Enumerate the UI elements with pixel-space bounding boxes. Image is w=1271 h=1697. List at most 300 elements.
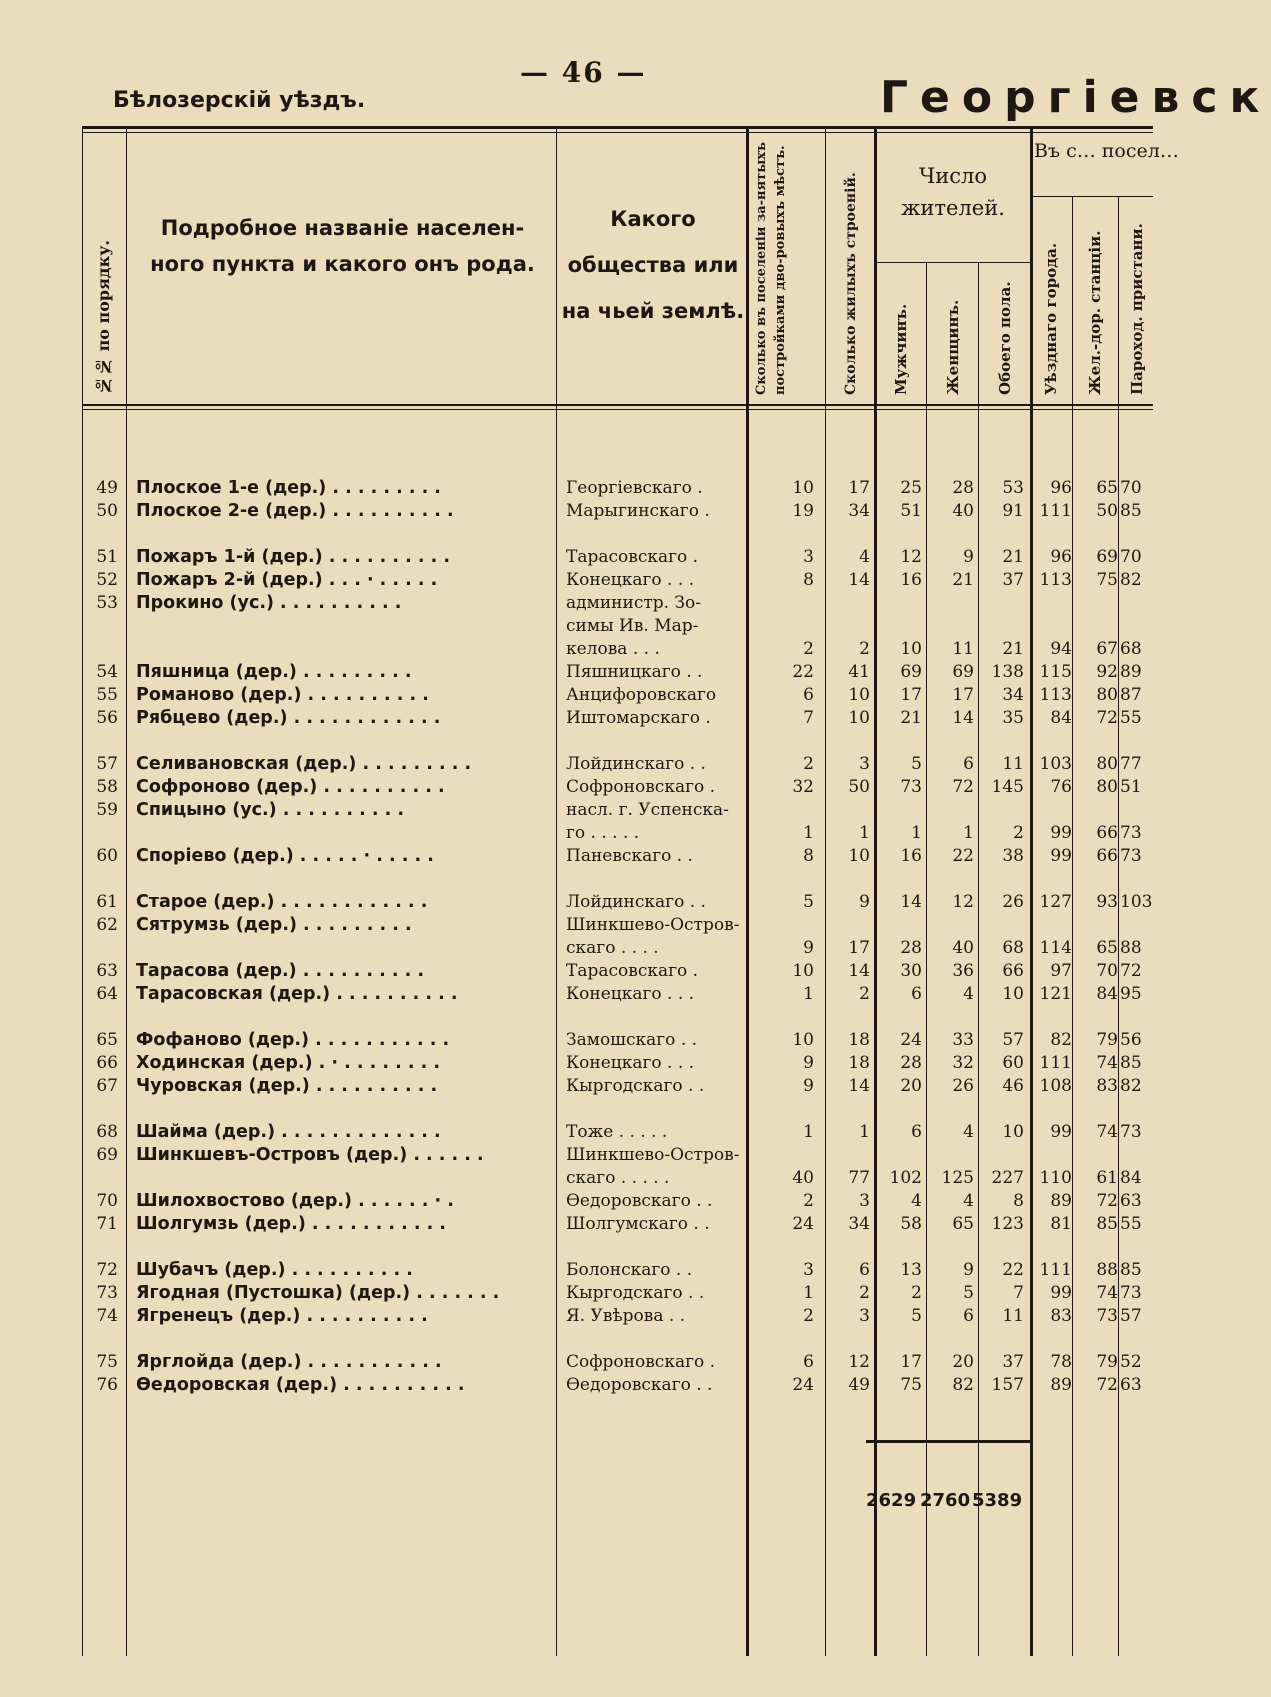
cell-buildings: 10 bbox=[848, 685, 870, 705]
cell-women: 125 bbox=[941, 1168, 974, 1188]
society-name: насл. г. Успенска- bbox=[566, 800, 729, 820]
cell-pier: 85 bbox=[1120, 1260, 1142, 1280]
settlement-name: Шинкшевъ-Островъ (дер.) . . . . . . bbox=[136, 1145, 484, 1165]
cell-both: 22 bbox=[1002, 1260, 1024, 1280]
society-name: Замошскаго . . bbox=[566, 1030, 698, 1050]
col-header-name: Подробное названіе населен-ного пункта и какого онъ рода. bbox=[150, 216, 535, 276]
cell-town: 114 bbox=[1039, 938, 1072, 958]
cell-pier: 70 bbox=[1120, 547, 1142, 567]
society-name: Тарасовскаго . bbox=[566, 961, 699, 981]
cell-men: 6 bbox=[911, 1122, 922, 1142]
row-number: 49 bbox=[96, 478, 118, 498]
cell-rail: 66 bbox=[1096, 846, 1118, 866]
row-number: 74 bbox=[96, 1306, 118, 1326]
society-name: Шинкшево-Остров- bbox=[566, 915, 740, 935]
cell-both: 145 bbox=[991, 777, 1024, 797]
cell-women: 40 bbox=[952, 938, 974, 958]
cell-town: 127 bbox=[1039, 892, 1072, 912]
cell-pier: 85 bbox=[1120, 1053, 1142, 1073]
cell-pier: 77 bbox=[1120, 754, 1142, 774]
society-name: Ѳедоровскаго . . bbox=[566, 1375, 713, 1395]
cell-town: 96 bbox=[1050, 547, 1072, 567]
cell-rail: 79 bbox=[1096, 1352, 1118, 1372]
row-number: 51 bbox=[96, 547, 118, 567]
society-name: Я. Увѣрова . . bbox=[566, 1306, 686, 1326]
cell-rail: 75 bbox=[1096, 570, 1118, 590]
cell-town: 113 bbox=[1039, 685, 1072, 705]
table-row bbox=[0, 547, 1153, 570]
table-row bbox=[0, 1214, 1153, 1237]
society-name: Лойдинскаго . . bbox=[566, 892, 706, 912]
settlement-name: Селивановская (дер.) . . . . . . . . . bbox=[136, 754, 472, 774]
cell-men: 10 bbox=[900, 639, 922, 659]
table-row bbox=[0, 777, 1153, 800]
cell-town: 89 bbox=[1050, 1375, 1072, 1395]
cell-town: 111 bbox=[1039, 1260, 1072, 1280]
cell-town: 84 bbox=[1050, 708, 1072, 728]
col-line bbox=[82, 126, 83, 1656]
cell-pier: 103 bbox=[1120, 892, 1153, 912]
row-number: 68 bbox=[96, 1122, 118, 1142]
cell-rail: 69 bbox=[1096, 547, 1118, 567]
table-row bbox=[0, 593, 1153, 662]
row-number: 55 bbox=[96, 685, 118, 705]
table-row bbox=[0, 478, 1153, 501]
cell-pier: 52 bbox=[1120, 1352, 1142, 1372]
cell-pier: 88 bbox=[1120, 938, 1142, 958]
settlement-name: Пожаръ 2-й (дер.) . . . · . . . . . bbox=[136, 570, 438, 590]
cell-men: 25 bbox=[900, 478, 922, 498]
cell-town: 78 bbox=[1050, 1352, 1072, 1372]
table-row bbox=[0, 685, 1153, 708]
table-row bbox=[0, 1283, 1153, 1306]
society-name: Пяшницкаго . . bbox=[566, 662, 703, 682]
totals-rule bbox=[866, 1440, 1030, 1443]
col-header-women: Женщинъ. bbox=[944, 299, 962, 395]
cell-men: 12 bbox=[900, 547, 922, 567]
cell-men: 28 bbox=[900, 938, 922, 958]
society-name: Георгіевскаго . bbox=[566, 478, 703, 498]
cell-men: 6 bbox=[911, 984, 922, 1004]
col-line-thick bbox=[874, 126, 877, 1656]
settlement-name: Пяшница (дер.) . . . . . . . . . bbox=[136, 662, 412, 682]
cell-yards: 9 bbox=[803, 938, 814, 958]
col-header-pier: Пароход. пристани. bbox=[1128, 223, 1146, 395]
cell-women: 17 bbox=[952, 685, 974, 705]
cell-women: 9 bbox=[963, 1260, 974, 1280]
settlement-name: Пожаръ 1-й (дер.) . . . . . . . . . . bbox=[136, 547, 451, 567]
cell-men: 2 bbox=[911, 1283, 922, 1303]
cell-yards: 1 bbox=[803, 984, 814, 1004]
table-row bbox=[0, 892, 1153, 915]
cell-women: 26 bbox=[952, 1076, 974, 1096]
cell-pier: 63 bbox=[1120, 1191, 1142, 1211]
row-number: 75 bbox=[96, 1352, 118, 1372]
cell-pier: 89 bbox=[1120, 662, 1142, 682]
total-women: 2760 bbox=[920, 1490, 971, 1511]
cell-pier: 85 bbox=[1120, 501, 1142, 521]
cell-yards: 6 bbox=[803, 685, 814, 705]
cell-yards: 10 bbox=[792, 961, 814, 981]
cell-yards: 2 bbox=[803, 639, 814, 659]
row-number: 54 bbox=[96, 662, 118, 682]
cell-rail: 50 bbox=[1096, 501, 1118, 521]
society-name: Тоже . . . . . bbox=[566, 1122, 668, 1142]
society-name: Софроновскаго . bbox=[566, 777, 716, 797]
settlement-name: Шолгумзь (дер.) . . . . . . . . . . . bbox=[136, 1214, 446, 1234]
cell-yards: 9 bbox=[803, 1076, 814, 1096]
cell-buildings: 2 bbox=[859, 1283, 870, 1303]
col-line bbox=[126, 126, 127, 1656]
cell-both: 35 bbox=[1002, 708, 1024, 728]
cell-women: 6 bbox=[963, 754, 974, 774]
society-name: Марыгинскаго . bbox=[566, 501, 710, 521]
cell-pier: 72 bbox=[1120, 961, 1142, 981]
cell-both: 7 bbox=[1013, 1283, 1024, 1303]
cell-buildings: 17 bbox=[848, 938, 870, 958]
cell-town: 103 bbox=[1039, 754, 1072, 774]
cell-town: 113 bbox=[1039, 570, 1072, 590]
cell-buildings: 2 bbox=[859, 639, 870, 659]
table-row bbox=[0, 846, 1153, 869]
table-row bbox=[0, 1145, 1153, 1191]
cell-both: 10 bbox=[1002, 984, 1024, 1004]
society-name: скаго . . . . . bbox=[566, 1168, 670, 1188]
table-row bbox=[0, 662, 1153, 685]
cell-town: 111 bbox=[1039, 1053, 1072, 1073]
cell-rail: 65 bbox=[1096, 938, 1118, 958]
cell-both: 91 bbox=[1002, 501, 1024, 521]
cell-rail: 85 bbox=[1096, 1214, 1118, 1234]
cell-rail: 93 bbox=[1096, 892, 1118, 912]
row-number: 71 bbox=[96, 1214, 118, 1234]
cell-buildings: 1 bbox=[859, 1122, 870, 1142]
society-name: Анцифоровскаго bbox=[566, 685, 717, 705]
cell-buildings: 77 bbox=[848, 1168, 870, 1188]
cell-rail: 74 bbox=[1096, 1283, 1118, 1303]
cell-yards: 1 bbox=[803, 823, 814, 843]
cell-pier: 55 bbox=[1120, 708, 1142, 728]
row-number: 67 bbox=[96, 1076, 118, 1096]
society-name: Конецкаго . . . bbox=[566, 570, 695, 590]
cell-buildings: 6 bbox=[859, 1260, 870, 1280]
cell-yards: 2 bbox=[803, 754, 814, 774]
col-line-thick bbox=[746, 126, 749, 1656]
society-name: Софроновскаго . bbox=[566, 1352, 716, 1372]
cell-yards: 6 bbox=[803, 1352, 814, 1372]
cell-yards: 22 bbox=[792, 662, 814, 682]
cell-men: 28 bbox=[900, 1053, 922, 1073]
cell-rail: 88 bbox=[1096, 1260, 1118, 1280]
top-rule-thin bbox=[82, 132, 1153, 133]
cell-both: 37 bbox=[1002, 1352, 1024, 1372]
cell-pier: 82 bbox=[1120, 1076, 1142, 1096]
settlement-name: Шубачъ (дер.) . . . . . . . . . . bbox=[136, 1260, 413, 1280]
settlement-name: Шайма (дер.) . . . . . . . . . . . . . bbox=[136, 1122, 441, 1142]
cell-buildings: 9 bbox=[859, 892, 870, 912]
cell-buildings: 4 bbox=[859, 547, 870, 567]
table-row bbox=[0, 1375, 1153, 1398]
settlement-name: Плоское 1-е (дер.) . . . . . . . . . bbox=[136, 478, 441, 498]
col-header-num: №№ по порядку. bbox=[94, 240, 113, 395]
cell-town: 99 bbox=[1050, 1283, 1072, 1303]
cell-men: 24 bbox=[900, 1030, 922, 1050]
col-header-town: Уѣзднаго города. bbox=[1042, 242, 1060, 395]
cell-both: 21 bbox=[1002, 639, 1024, 659]
cell-buildings: 2 bbox=[859, 984, 870, 1004]
cell-women: 6 bbox=[963, 1306, 974, 1326]
cell-pier: 57 bbox=[1120, 1306, 1142, 1326]
cell-men: 14 bbox=[900, 892, 922, 912]
cell-rail: 92 bbox=[1096, 662, 1118, 682]
cell-pier: 73 bbox=[1120, 823, 1142, 843]
table-row bbox=[0, 961, 1153, 984]
table-row bbox=[0, 1030, 1153, 1053]
cell-rail: 67 bbox=[1096, 639, 1118, 659]
table-row bbox=[0, 1191, 1153, 1214]
cell-men: 13 bbox=[900, 1260, 922, 1280]
cell-buildings: 14 bbox=[848, 961, 870, 981]
district-title: Бѣлозерскій уѣздъ. bbox=[113, 88, 366, 113]
society-name: Конецкаго . . . bbox=[566, 984, 695, 1004]
society-name: Лойдинскаго . . bbox=[566, 754, 706, 774]
table-row bbox=[0, 1260, 1153, 1283]
cell-rail: 65 bbox=[1096, 478, 1118, 498]
cell-men: 1 bbox=[911, 823, 922, 843]
cell-town: 99 bbox=[1050, 823, 1072, 843]
cell-women: 21 bbox=[952, 570, 974, 590]
settlement-name: Ѳедоровская (дер.) . . . . . . . . . . bbox=[136, 1375, 465, 1395]
settlement-name: Романово (дер.) . . . . . . . . . . bbox=[136, 685, 429, 705]
settlement-name: Рябцево (дер.) . . . . . . . . . . . . bbox=[136, 708, 441, 728]
col-line bbox=[556, 126, 557, 1656]
cell-yards: 32 bbox=[792, 777, 814, 797]
table-row bbox=[0, 501, 1153, 524]
cell-yards: 3 bbox=[803, 547, 814, 567]
cell-pier: 70 bbox=[1120, 478, 1142, 498]
settlement-name: Ягодная (Пустошка) (дер.) . . . . . . . bbox=[136, 1283, 500, 1303]
society-name: Конецкаго . . . bbox=[566, 1053, 695, 1073]
cell-pier: 55 bbox=[1120, 1214, 1142, 1234]
cell-rail: 74 bbox=[1096, 1053, 1118, 1073]
cell-yards: 24 bbox=[792, 1214, 814, 1234]
cell-yards: 1 bbox=[803, 1283, 814, 1303]
cell-buildings: 14 bbox=[848, 570, 870, 590]
header-rule bbox=[82, 404, 1153, 406]
cell-both: 46 bbox=[1002, 1076, 1024, 1096]
cell-both: 37 bbox=[1002, 570, 1024, 590]
cell-both: 53 bbox=[1002, 478, 1024, 498]
cell-women: 20 bbox=[952, 1352, 974, 1372]
cell-both: 34 bbox=[1002, 685, 1024, 705]
table-row bbox=[0, 1053, 1153, 1076]
society-name: Тарасовскаго . bbox=[566, 547, 699, 567]
col-header-residents: Число жителей. bbox=[901, 164, 1005, 220]
residents-subline bbox=[874, 262, 1030, 263]
settlement-name: Сятрумзь (дер.) . . . . . . . . . bbox=[136, 915, 412, 935]
cell-town: 96 bbox=[1050, 478, 1072, 498]
table-row bbox=[0, 915, 1153, 961]
cell-men: 30 bbox=[900, 961, 922, 981]
cell-women: 33 bbox=[952, 1030, 974, 1050]
cell-buildings: 10 bbox=[848, 846, 870, 866]
cell-buildings: 49 bbox=[848, 1375, 870, 1395]
cell-buildings: 34 bbox=[848, 1214, 870, 1234]
cell-men: 5 bbox=[911, 754, 922, 774]
cell-yards: 10 bbox=[792, 1030, 814, 1050]
row-number: 56 bbox=[96, 708, 118, 728]
society-name: Иштомарскаго . bbox=[566, 708, 711, 728]
settlement-name: Спицыно (ус.) . . . . . . . . . . bbox=[136, 800, 405, 820]
cell-buildings: 14 bbox=[848, 1076, 870, 1096]
cell-town: 110 bbox=[1039, 1168, 1072, 1188]
row-number: 65 bbox=[96, 1030, 118, 1050]
table-row bbox=[0, 800, 1153, 846]
cell-both: 138 bbox=[991, 662, 1024, 682]
cell-yards: 5 bbox=[803, 892, 814, 912]
cell-yards: 24 bbox=[792, 1375, 814, 1395]
cell-buildings: 12 bbox=[848, 1352, 870, 1372]
cell-men: 21 bbox=[900, 708, 922, 728]
cell-pier: 68 bbox=[1120, 639, 1142, 659]
total-both: 5389 bbox=[972, 1490, 1023, 1511]
cell-rail: 83 bbox=[1096, 1076, 1118, 1096]
cell-town: 83 bbox=[1050, 1306, 1072, 1326]
cell-women: 28 bbox=[952, 478, 974, 498]
total-men: 2629 bbox=[866, 1490, 917, 1511]
cell-both: 8 bbox=[1013, 1191, 1024, 1211]
cell-both: 2 bbox=[1013, 823, 1024, 843]
cell-men: 75 bbox=[900, 1375, 922, 1395]
cell-men: 4 bbox=[911, 1191, 922, 1211]
cell-women: 22 bbox=[952, 846, 974, 866]
cell-pier: 51 bbox=[1120, 777, 1142, 797]
cell-town: 108 bbox=[1039, 1076, 1072, 1096]
cell-pier: 56 bbox=[1120, 1030, 1142, 1050]
cell-women: 12 bbox=[952, 892, 974, 912]
volost-title: Георгіевск bbox=[880, 72, 1271, 123]
cell-buildings: 41 bbox=[848, 662, 870, 682]
table-row bbox=[0, 1306, 1153, 1329]
society-name: скаго . . . . bbox=[566, 938, 659, 958]
cell-yards: 40 bbox=[792, 1168, 814, 1188]
table-row bbox=[0, 1076, 1153, 1099]
cell-rail: 72 bbox=[1096, 1191, 1118, 1211]
row-number: 63 bbox=[96, 961, 118, 981]
row-number: 62 bbox=[96, 915, 118, 935]
table-row bbox=[0, 1352, 1153, 1375]
society-name: Паневскаго . . bbox=[566, 846, 693, 866]
cell-both: 157 bbox=[991, 1375, 1024, 1395]
col-header-both: Обоего пола. bbox=[996, 281, 1014, 395]
cell-rail: 72 bbox=[1096, 1375, 1118, 1395]
cell-men: 69 bbox=[900, 662, 922, 682]
society-name: администр. Зо- bbox=[566, 593, 702, 613]
row-number: 60 bbox=[96, 846, 118, 866]
settlement-name: Ходинская (дер.) . · . . . . . . . . bbox=[136, 1053, 440, 1073]
cell-yards: 19 bbox=[792, 501, 814, 521]
cell-rail: 80 bbox=[1096, 754, 1118, 774]
cell-men: 17 bbox=[900, 1352, 922, 1372]
cell-pier: 84 bbox=[1120, 1168, 1142, 1188]
cell-both: 68 bbox=[1002, 938, 1024, 958]
cell-yards: 8 bbox=[803, 570, 814, 590]
col-header-men: Мужчинъ. bbox=[892, 303, 910, 395]
row-number: 50 bbox=[96, 501, 118, 521]
table-row bbox=[0, 570, 1153, 593]
row-number: 73 bbox=[96, 1283, 118, 1303]
cell-women: 5 bbox=[963, 1283, 974, 1303]
cell-men: 20 bbox=[900, 1076, 922, 1096]
society-name: Ѳедоровскаго . . bbox=[566, 1191, 713, 1211]
table-row bbox=[0, 984, 1153, 1007]
row-number: 57 bbox=[96, 754, 118, 774]
settlement-name: Споріево (дер.) . . . . . · . . . . . bbox=[136, 846, 434, 866]
cell-rail: 70 bbox=[1096, 961, 1118, 981]
settlement-name: Шилохвостово (дер.) . . . . . . · . bbox=[136, 1191, 454, 1211]
settlement-name: Ярглойда (дер.) . . . . . . . . . . . bbox=[136, 1352, 442, 1372]
cell-town: 89 bbox=[1050, 1191, 1072, 1211]
society-name: Болонскаго . . bbox=[566, 1260, 693, 1280]
cell-both: 10 bbox=[1002, 1122, 1024, 1142]
settlement-name: Софроново (дер.) . . . . . . . . . . bbox=[136, 777, 445, 797]
cell-both: 227 bbox=[991, 1168, 1024, 1188]
settlement-name: Старое (дер.) . . . . . . . . . . . . bbox=[136, 892, 428, 912]
cell-both: 26 bbox=[1002, 892, 1024, 912]
cell-women: 9 bbox=[963, 547, 974, 567]
distance-subline bbox=[1030, 196, 1153, 197]
row-number: 52 bbox=[96, 570, 118, 590]
row-number: 69 bbox=[96, 1145, 118, 1165]
cell-both: 11 bbox=[1002, 754, 1024, 774]
cell-women: 69 bbox=[952, 662, 974, 682]
cell-rail: 72 bbox=[1096, 708, 1118, 728]
cell-women: 32 bbox=[952, 1053, 974, 1073]
cell-yards: 7 bbox=[803, 708, 814, 728]
col-header-distance: Въ с… посел… bbox=[1034, 140, 1179, 162]
cell-rail: 79 bbox=[1096, 1030, 1118, 1050]
col-header-yards: Сколько въ поселеніи за-нятыхъ постройками дво-ровыхъ мѣстъ. bbox=[754, 142, 788, 395]
col-line bbox=[825, 126, 826, 1656]
cell-town: 97 bbox=[1050, 961, 1072, 981]
cell-rail: 66 bbox=[1096, 823, 1118, 843]
cell-men: 58 bbox=[900, 1214, 922, 1234]
cell-yards: 10 bbox=[792, 478, 814, 498]
cell-buildings: 3 bbox=[859, 1306, 870, 1326]
cell-buildings: 3 bbox=[859, 754, 870, 774]
cell-yards: 8 bbox=[803, 846, 814, 866]
table-row bbox=[0, 708, 1153, 731]
cell-women: 82 bbox=[952, 1375, 974, 1395]
settlement-name: Тарасовская (дер.) . . . . . . . . . . bbox=[136, 984, 458, 1004]
cell-rail: 73 bbox=[1096, 1306, 1118, 1326]
row-number: 76 bbox=[96, 1375, 118, 1395]
society-name: симы Ив. Мар- bbox=[566, 616, 699, 636]
settlement-name: Прокино (ус.) . . . . . . . . . . bbox=[136, 593, 402, 613]
row-number: 58 bbox=[96, 777, 118, 797]
header-rule-thin bbox=[82, 409, 1153, 410]
cell-both: 21 bbox=[1002, 547, 1024, 567]
cell-town: 99 bbox=[1050, 1122, 1072, 1142]
top-rule bbox=[82, 126, 1153, 129]
cell-town: 82 bbox=[1050, 1030, 1072, 1050]
cell-yards: 3 bbox=[803, 1260, 814, 1280]
table-row bbox=[0, 1122, 1153, 1145]
cell-pier: 87 bbox=[1120, 685, 1142, 705]
cell-pier: 63 bbox=[1120, 1375, 1142, 1395]
cell-both: 123 bbox=[991, 1214, 1024, 1234]
cell-men: 16 bbox=[900, 846, 922, 866]
